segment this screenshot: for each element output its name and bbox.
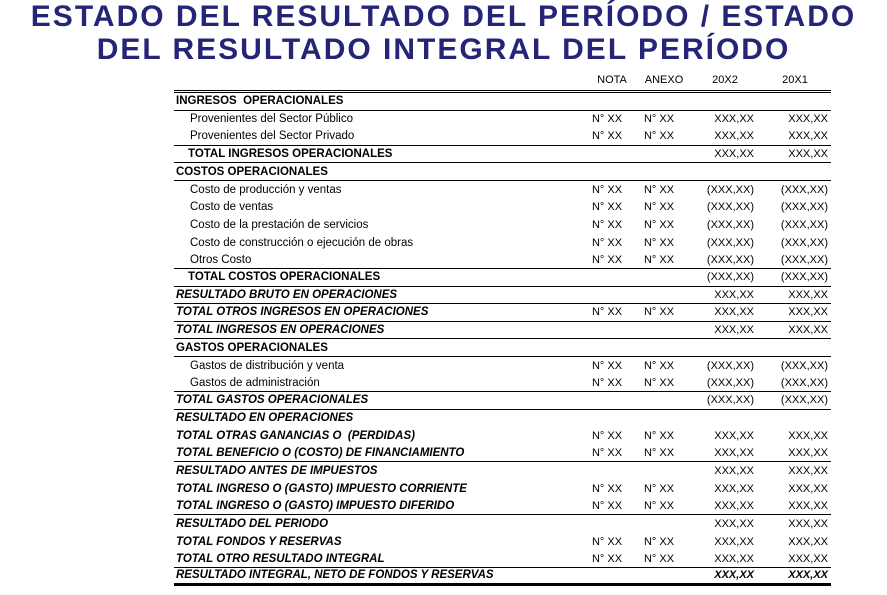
nota-cell: N° XX <box>591 236 623 249</box>
table-row <box>174 515 831 533</box>
table-row <box>174 199 831 217</box>
nota-cell: N° XX <box>591 482 623 495</box>
anexo-cell: N° XX <box>643 236 675 249</box>
table-row <box>174 304 831 322</box>
row-label: TOTAL OTRAS GANANCIAS O (PÉRDIDAS) <box>176 430 415 443</box>
table-row <box>174 480 831 498</box>
value-20x1-cell: XXX,XX <box>788 552 828 565</box>
nota-cell: N° XX <box>591 359 623 372</box>
nota-cell: N° XX <box>591 201 623 214</box>
nota-cell: N° XX <box>591 499 623 512</box>
nota-cell: N° XX <box>591 130 623 143</box>
anexo-cell: N° XX <box>643 130 675 143</box>
value-20x2-cell: (XXX,XX) <box>706 394 754 407</box>
value-20x2-cell: XXX,XX <box>714 447 754 460</box>
table-row <box>174 392 831 410</box>
value-20x2-cell: XXX,XX <box>714 288 754 301</box>
header-nota: NOTA <box>597 74 627 86</box>
row-label: Costo de producción y ventas <box>190 183 342 196</box>
row-label: RESULTADO DEL PERÍODO <box>176 518 329 531</box>
table-row <box>174 111 831 129</box>
value-20x2-cell: (XXX,XX) <box>706 236 754 249</box>
value-20x2-cell: (XXX,XX) <box>706 359 754 372</box>
value-20x2-cell: XXX,XX <box>714 569 754 582</box>
value-20x2-cell: XXX,XX <box>714 499 754 512</box>
anexo-cell: N° XX <box>643 376 675 389</box>
anexo-cell: N° XX <box>643 113 675 126</box>
page-title-line2: DEL RESULTADO INTEGRAL DEL PERÍODO <box>96 32 791 66</box>
table-row <box>174 322 831 340</box>
anexo-cell: N° XX <box>643 218 675 231</box>
table-row <box>174 269 831 287</box>
page-title-line1: ESTADO DEL RESULTADO DEL PERÍODO / ESTADO <box>30 0 857 33</box>
anexo-cell: N° XX <box>643 253 675 266</box>
table-row <box>174 410 831 428</box>
value-20x1-cell: XXX,XX <box>788 306 828 319</box>
value-20x2-cell: XXX,XX <box>714 552 754 565</box>
value-20x1-cell: XXX,XX <box>788 148 828 161</box>
value-20x2-cell: XXX,XX <box>714 465 754 478</box>
anexo-cell: N° XX <box>643 552 675 565</box>
value-20x2-cell: XXX,XX <box>714 306 754 319</box>
table-row <box>174 251 831 269</box>
table-row <box>174 216 831 234</box>
table-row <box>174 498 831 516</box>
row-label: Gastos de administración <box>190 376 320 389</box>
row-label: TOTAL INGRESO O (GASTO) IMPUESTO CORRIENTE <box>176 482 467 495</box>
row-label: RESULTADO BRUTO EN OPERACIONES <box>176 288 398 301</box>
table-row <box>174 128 831 146</box>
row-label: INGRESOS OPERACIONALES <box>176 95 344 108</box>
value-20x2-cell: XXX,XX <box>714 535 754 548</box>
value-20x2-cell: (XXX,XX) <box>706 218 754 231</box>
table-header-row <box>174 70 831 93</box>
table-row <box>174 445 831 463</box>
value-20x1-cell: (XXX,XX) <box>780 236 828 249</box>
value-20x1-cell: (XXX,XX) <box>780 394 828 407</box>
row-label: Costo de ventas <box>190 201 274 214</box>
anexo-cell: N° XX <box>643 201 675 214</box>
value-20x2-cell: (XXX,XX) <box>706 201 754 214</box>
row-label: TOTAL COSTOS OPERACIONALES <box>188 271 381 284</box>
row-label: TOTAL OTROS INGRESOS EN OPERACIONES <box>176 306 429 319</box>
nota-cell: N° XX <box>591 376 623 389</box>
value-20x2-cell: (XXX,XX) <box>706 183 754 196</box>
row-label: TOTAL BENEFICIO O (COSTO) DE FINANCIAMIENTO <box>176 447 465 460</box>
anexo-cell: N° XX <box>643 306 675 319</box>
row-label: TOTAL FONDOS Y RESERVAS <box>176 535 342 548</box>
value-20x1-cell: XXX,XX <box>788 482 828 495</box>
value-20x2-cell: (XXX,XX) <box>706 376 754 389</box>
nota-cell: N° XX <box>591 430 623 443</box>
table-body <box>174 93 831 586</box>
table-row <box>174 533 831 551</box>
nota-cell: N° XX <box>591 218 623 231</box>
row-label: TOTAL OTRO RESULTADO INTEGRAL <box>176 552 385 565</box>
value-20x2-cell: XXX,XX <box>714 113 754 126</box>
value-20x1-cell: (XXX,XX) <box>780 271 828 284</box>
value-20x1-cell: XXX,XX <box>788 324 828 337</box>
table-row <box>174 163 831 181</box>
nota-cell: N° XX <box>591 253 623 266</box>
row-label: TOTAL INGRESO O (GASTO) IMPUESTO DIFERIDO <box>176 499 455 512</box>
row-label: RESULTADO ANTES DE IMPUESTOS <box>176 465 378 478</box>
anexo-cell: N° XX <box>643 430 675 443</box>
anexo-cell: N° XX <box>643 482 675 495</box>
header-20x1: 20X1 <box>782 74 808 86</box>
value-20x2-cell: XXX,XX <box>714 148 754 161</box>
value-20x2-cell: XXX,XX <box>714 518 754 531</box>
row-label: TOTAL INGRESOS OPERACIONALES <box>188 148 393 161</box>
table-row <box>174 357 831 375</box>
value-20x2-cell: XXX,XX <box>714 430 754 443</box>
row-label: TOTAL GASTOS OPERACIONALES <box>176 394 369 407</box>
nota-cell: N° XX <box>591 552 623 565</box>
row-label: RESULTADO EN OPERACIONES <box>176 412 354 425</box>
row-label: Costo de construcción o ejecución de obras <box>190 236 414 249</box>
row-label: GASTOS OPERACIONALES <box>176 341 328 354</box>
value-20x2-cell: XXX,XX <box>714 130 754 143</box>
value-20x1-cell: XXX,XX <box>788 447 828 460</box>
row-label: Provenientes del Sector Público <box>190 113 354 126</box>
row-label: Provenientes del Sector Privado <box>190 130 355 143</box>
table-row <box>174 550 831 568</box>
value-20x1-cell: (XXX,XX) <box>780 201 828 214</box>
value-20x1-cell: XXX,XX <box>788 535 828 548</box>
table-row <box>174 427 831 445</box>
header-20x2: 20X2 <box>712 74 738 86</box>
value-20x1-cell: XXX,XX <box>788 518 828 531</box>
value-20x2-cell: (XXX,XX) <box>706 253 754 266</box>
page-title <box>0 1 887 66</box>
anexo-cell: N° XX <box>643 535 675 548</box>
anexo-cell: N° XX <box>643 447 675 460</box>
value-20x2-cell: (XXX,XX) <box>706 271 754 284</box>
row-label: RESULTADO INTEGRAL, NETO DE FONDOS Y RESERVAS <box>176 569 494 582</box>
anexo-cell: N° XX <box>643 359 675 372</box>
table-row <box>174 375 831 393</box>
table-row <box>174 234 831 252</box>
value-20x1-cell: XXX,XX <box>788 113 828 126</box>
value-20x1-cell: (XXX,XX) <box>780 359 828 372</box>
row-label: TOTAL INGRESOS EN OPERACIONES <box>176 324 385 337</box>
value-20x1-cell: XXX,XX <box>788 130 828 143</box>
nota-cell: N° XX <box>591 447 623 460</box>
nota-cell: N° XX <box>591 183 623 196</box>
income-statement-table <box>174 70 831 586</box>
row-label: COSTOS OPERACIONALES <box>176 165 328 178</box>
value-20x1-cell: XXX,XX <box>788 499 828 512</box>
row-label: Gastos de distribución y venta <box>190 359 345 372</box>
table-row <box>174 146 831 164</box>
table-row <box>174 93 831 111</box>
value-20x1-cell: (XXX,XX) <box>780 253 828 266</box>
value-20x2-cell: XXX,XX <box>714 482 754 495</box>
value-20x1-cell: XXX,XX <box>788 465 828 478</box>
value-20x2-cell: XXX,XX <box>714 324 754 337</box>
nota-cell: N° XX <box>591 535 623 548</box>
nota-cell: N° XX <box>591 113 623 126</box>
anexo-cell: N° XX <box>643 499 675 512</box>
header-anexo: ANEXO <box>644 74 684 86</box>
row-label: Costo de la prestación de servicios <box>190 218 369 231</box>
value-20x1-cell: (XXX,XX) <box>780 183 828 196</box>
value-20x1-cell: XXX,XX <box>788 569 828 582</box>
table-row <box>174 462 831 480</box>
table-row <box>174 287 831 305</box>
value-20x1-cell: (XXX,XX) <box>780 376 828 389</box>
value-20x1-cell: XXX,XX <box>788 430 828 443</box>
row-label: Otros Costo <box>190 253 252 266</box>
nota-cell: N° XX <box>591 306 623 319</box>
anexo-cell: N° XX <box>643 183 675 196</box>
table-row <box>174 568 831 586</box>
value-20x1-cell: (XXX,XX) <box>780 218 828 231</box>
table-row <box>174 181 831 199</box>
table-row <box>174 339 831 357</box>
value-20x1-cell: XXX,XX <box>788 288 828 301</box>
